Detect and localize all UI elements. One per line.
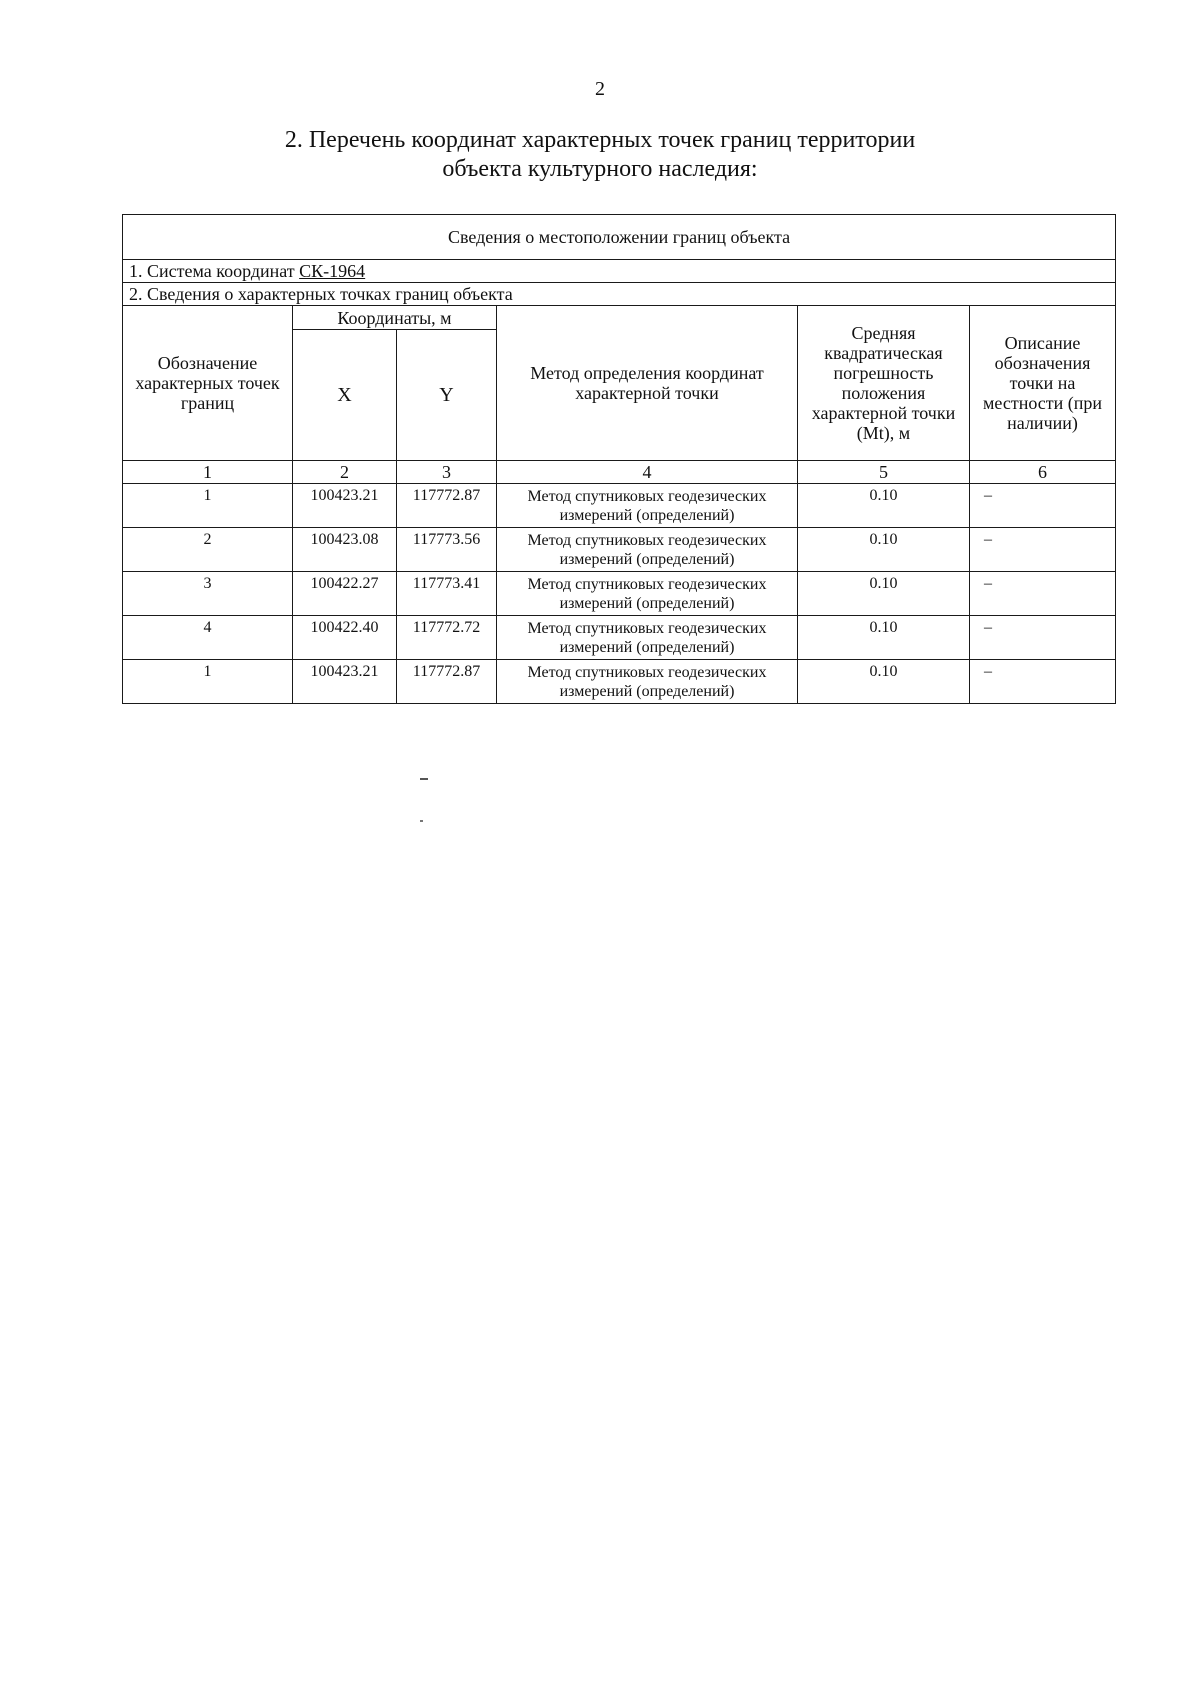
point-id: 2 xyxy=(123,528,293,572)
coord-x: 100422.27 xyxy=(293,572,397,616)
description: – xyxy=(970,484,1116,528)
table-row xyxy=(123,616,1116,660)
column-numbers-row xyxy=(123,461,1116,484)
column-number: 6 xyxy=(970,461,1116,484)
coord-x: 100423.08 xyxy=(293,528,397,572)
point-id: 1 xyxy=(123,660,293,704)
coord-y: 117773.41 xyxy=(397,572,497,616)
error-value: 0.10 xyxy=(798,616,970,660)
points-info-row: 2. Сведения о характерных точках границ объекта xyxy=(123,283,1116,306)
error-value: 0.10 xyxy=(798,572,970,616)
table-row xyxy=(123,528,1116,572)
header-designation: Обозначение характерных точек границ xyxy=(123,306,293,461)
column-number: 3 xyxy=(397,461,497,484)
coord-y: 117772.87 xyxy=(397,660,497,704)
coord-x: 100423.21 xyxy=(293,484,397,528)
method: Метод спутниковых геодезических измерений (определений) xyxy=(497,572,798,616)
page-heading xyxy=(0,126,1200,184)
header-coordinates: Координаты, м xyxy=(293,306,497,330)
column-number: 5 xyxy=(798,461,970,484)
header-description: Описание обозначения точки на местности (при наличии) xyxy=(970,306,1116,461)
page-number: 2 xyxy=(595,78,605,100)
table-row xyxy=(123,572,1116,616)
method: Метод спутниковых геодезических измерений (определений) xyxy=(497,660,798,704)
coordinate-system-row xyxy=(123,260,1116,283)
heading-line-1: 2. Перечень координат характерных точек границ территории xyxy=(284,127,916,153)
description: – xyxy=(970,528,1116,572)
coord-y: 117772.72 xyxy=(397,616,497,660)
method: Метод спутниковых геодезических измерений (определений) xyxy=(497,616,798,660)
heading-line-2: объекта культурного наследия: xyxy=(442,156,758,182)
description: – xyxy=(970,660,1116,704)
coordinates-table xyxy=(122,214,1116,704)
coordinate-system-name: СК-1964 xyxy=(299,261,366,281)
error-value: 0.10 xyxy=(798,484,970,528)
point-id: 4 xyxy=(123,616,293,660)
header-y: Y xyxy=(397,330,497,461)
table-row xyxy=(123,484,1116,528)
header-error xyxy=(798,306,970,461)
method: Метод спутниковых геодезических измерений (определений) xyxy=(497,484,798,528)
column-number: 2 xyxy=(293,461,397,484)
point-id: 3 xyxy=(123,572,293,616)
column-number: 1 xyxy=(123,461,293,484)
table-title: Сведения о местоположении границ объекта xyxy=(123,215,1116,260)
method: Метод спутниковых геодезических измерений (определений) xyxy=(497,528,798,572)
header-x: X xyxy=(293,330,397,461)
column-number: 4 xyxy=(497,461,798,484)
table-row xyxy=(123,660,1116,704)
point-id: 1 xyxy=(123,484,293,528)
error-value: 0.10 xyxy=(798,528,970,572)
description: – xyxy=(970,572,1116,616)
coordinate-system-label: 1. Система координат xyxy=(129,261,300,281)
header-method: Метод определения координат характерной точки xyxy=(497,306,798,461)
coord-x: 100422.40 xyxy=(293,616,397,660)
description: – xyxy=(970,616,1116,660)
scan-speck xyxy=(420,820,423,822)
coord-x: 100423.21 xyxy=(293,660,397,704)
header-error-text: Средняя квадратическая погрешность положения характерной точки (Mt), м xyxy=(811,323,956,443)
coord-y: 117772.87 xyxy=(397,484,497,528)
scan-speck xyxy=(420,778,428,780)
coord-y: 117773.56 xyxy=(397,528,497,572)
error-value: 0.10 xyxy=(798,660,970,704)
